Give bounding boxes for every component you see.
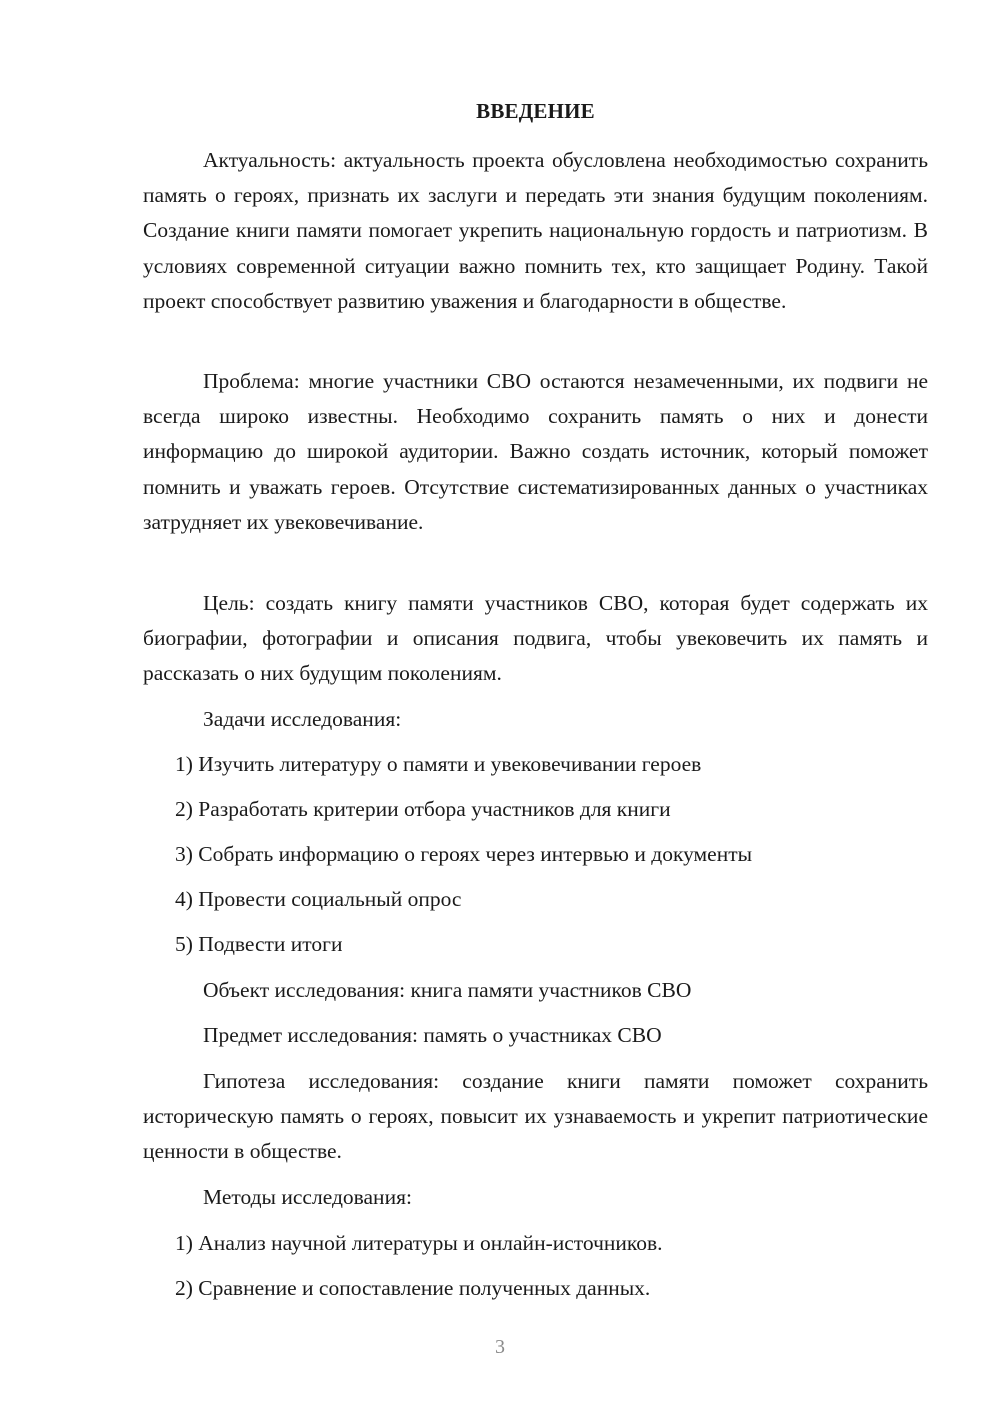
task-item: 4) Провести социальный опрос bbox=[175, 887, 462, 911]
hypothesis-paragraph: Гипотеза исследования: создание книги памяти поможет сохранить историческую память о героях, повысит их узнаваемость и укрепит патриотические ценности в обществе. bbox=[143, 1069, 928, 1164]
relevance-paragraph: Актуальность: актуальность проекта обусловлена необходимостью сохранить память о героях, признать их заслуги и передать эти знания будущим поколениям. Создание книги памяти помогает укрепить национальную гордость и патриотизм. В условиях современной ситуации важно помнить тех, кто защищает Родину. Такой проект способствует развитию уважения и благодарности в обществе. bbox=[143, 148, 928, 313]
method-item: 1) Анализ научной литературы и онлайн-источников. bbox=[175, 1231, 663, 1255]
goal-paragraph: Цель: создать книгу памяти участников СВО, которая будет содержать их биографии, фотографии и описания подвига, чтобы увековечить их память и рассказать о них будущим поколениям. bbox=[143, 591, 928, 686]
tasks-heading: Задачи исследования: bbox=[203, 707, 402, 731]
problem-paragraph: Проблема: многие участники СВО остаются незамеченными, их подвиги не всегда широко известны. Необходимо сохранить память о них и донести информацию до широкой аудитории. Важно создать источник, который поможет помнить и уважать героев. Отсутствие систематизированных данных о участниках затрудняет их увековечивание. bbox=[143, 369, 928, 534]
task-item: 5) Подвести итоги bbox=[175, 932, 343, 956]
task-item: 3) Собрать информацию о героях через интервью и документы bbox=[175, 842, 753, 866]
task-item: 2) Разработать критерии отбора участников для книги bbox=[175, 797, 671, 821]
subject-statement: Предмет исследования: память о участниках СВО bbox=[203, 1023, 662, 1047]
task-item: 1) Изучить литературу о памяти и увековечивании героев bbox=[175, 752, 702, 776]
section-title: ВВЕДЕНИЕ bbox=[476, 99, 595, 123]
methods-heading: Методы исследования: bbox=[203, 1185, 412, 1209]
method-item: 2) Сравнение и сопоставление полученных данных. bbox=[175, 1276, 651, 1300]
object-statement: Объект исследования: книга памяти участников СВО bbox=[203, 978, 692, 1002]
page-number: 3 bbox=[495, 1336, 505, 1358]
